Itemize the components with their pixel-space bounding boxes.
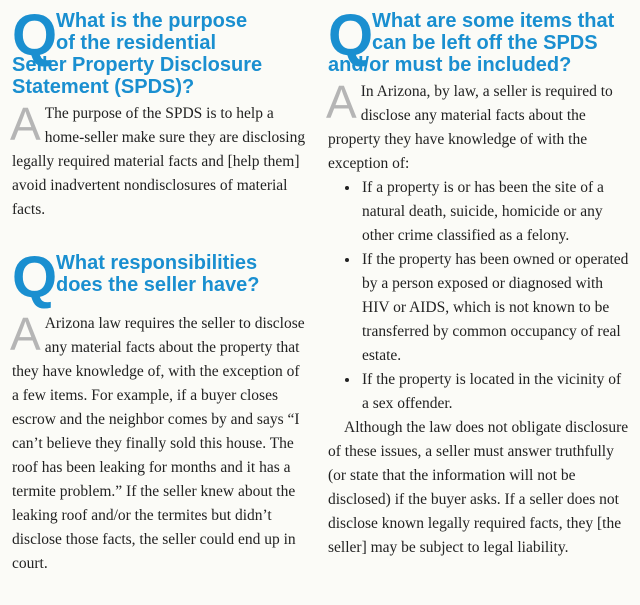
faq-purpose xyxy=(10,3,308,222)
question-title-rest: Seller Property Disclosure Statement (SPDS)? xyxy=(12,54,263,98)
question-title-line2: can be left off the SPDS xyxy=(372,32,598,54)
question-title-line2: does the seller have? xyxy=(56,274,260,296)
list-item: • If a property is or has been the site of a natural death, suicide, homicide or any other crime classified as a felony. xyxy=(360,176,630,248)
question-letter: Q xyxy=(12,3,58,68)
question-header xyxy=(328,3,630,76)
answer xyxy=(10,98,308,222)
question-header xyxy=(12,3,308,98)
question-letter: Q xyxy=(328,3,374,68)
question-title-rest: and/or must be included? xyxy=(328,54,572,76)
answer-text: In Arizona, by law, a seller is required to disclose any material facts about the property they have knowledge of with the exception of: xyxy=(328,83,613,172)
question-letter: Q xyxy=(12,245,58,310)
answer-letter: A xyxy=(10,98,41,150)
left-column xyxy=(10,3,308,576)
answer xyxy=(10,308,308,576)
answer-letter: A xyxy=(326,76,357,128)
right-column xyxy=(326,3,630,560)
faq-responsibilities xyxy=(10,245,308,576)
list-item: • If the property is located in the vicinity of a sex offender. xyxy=(360,368,630,416)
answer-text: Arizona law requires the seller to disclose any material facts about the property that they have knowledge of, with the exception of a few items. For example, if a buyer closes escrow and the neighbor comes by and says “I can’t believe they finally sold this house. The roof has been leaking for months and it has a termite problem.” If the seller knew about the leaking roof and/or the termites but didn’t disclose those facts, the seller could end up in court. xyxy=(12,315,305,572)
answer xyxy=(326,76,630,176)
list-item: • If the property has been owned or operated by a person exposed or diagnosed with HIV or AIDS, which is not known to be transferred by common occupancy of real estate. xyxy=(360,248,630,368)
closing-paragraph: Although the law does not obligate disclosure of these issues, a seller must answer truthfully (or state that the information will not be disclosed) if the buyer asks. If a seller does not disclose known legally required facts, they [the seller] may be subject to legal liability. xyxy=(328,419,629,556)
question-title-line1: What are some items that xyxy=(372,10,615,32)
question-title-line1: What is the purpose xyxy=(56,10,248,32)
faq-items xyxy=(326,3,630,560)
question-title-line2: of the residential xyxy=(56,32,217,54)
question-title-line1: What responsibilities xyxy=(56,252,258,274)
answer-text: The purpose of the SPDS is to help a home-seller make sure they are disclosing legally required material facts and [help them] avoid inadvertent nondisclosures of material facts. xyxy=(12,105,306,218)
exception-list xyxy=(328,176,630,416)
answer-letter: A xyxy=(10,308,41,360)
question-header xyxy=(12,245,308,310)
